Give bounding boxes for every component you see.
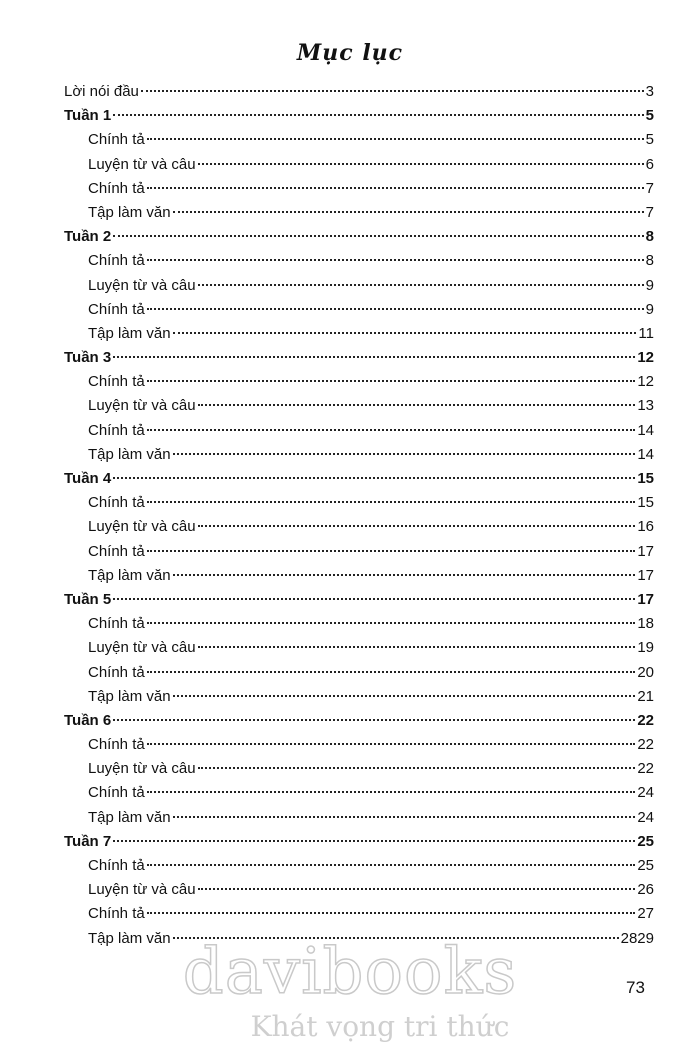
dot-leader <box>173 453 636 455</box>
toc-entry-page: 17 <box>637 542 654 560</box>
toc-entry-label: Tuần 4 <box>64 470 112 487</box>
toc-entry-page: 11 <box>638 324 654 342</box>
toc-entry-label: Chính tả <box>88 373 145 391</box>
toc-entry <box>64 346 654 370</box>
dot-leader <box>198 404 636 406</box>
toc-entry <box>64 274 654 298</box>
toc-entry-label: Tập làm văn <box>88 687 171 705</box>
dot-leader <box>198 163 644 165</box>
toc-entry <box>64 419 654 443</box>
toc-entry-label: Tuần 1 <box>64 107 112 125</box>
toc-entry <box>64 515 654 539</box>
toc-entry-page: 15 <box>637 470 654 487</box>
toc-entry-label: Tập làm văn <box>88 808 171 826</box>
toc-entry <box>64 709 654 733</box>
page-title: Mục lục <box>296 40 404 66</box>
toc-entry <box>64 540 654 564</box>
toc-entry <box>64 177 654 201</box>
dot-leader <box>147 622 636 624</box>
toc-entry-label: Tập làm văn <box>88 929 171 947</box>
table-of-contents <box>64 80 654 951</box>
toc-entry-label: Lời nói đầu <box>64 83 139 100</box>
dot-leader <box>147 380 636 382</box>
toc-entry-label: Luyện từ và câu <box>88 639 196 657</box>
toc-entry-label: Chính tả <box>88 542 145 560</box>
toc-entry-page: 22 <box>637 711 654 729</box>
toc-entry-label: Luyện từ và câu <box>88 397 196 415</box>
toc-entry-label: Luyện từ và câu <box>88 276 196 294</box>
dot-leader <box>198 525 636 527</box>
dot-leader <box>147 743 636 745</box>
page-number: 73 <box>626 978 645 997</box>
toc-entry-page: 12 <box>637 349 654 367</box>
toc-entry <box>64 322 654 346</box>
toc-entry-label: Chính tả <box>88 179 145 197</box>
dot-leader <box>198 284 644 286</box>
toc-entry <box>64 733 654 757</box>
dot-leader <box>147 550 636 552</box>
toc-entry-page: 3 <box>645 83 654 100</box>
toc-entry-label: Tuần 5 <box>64 590 112 608</box>
toc-entry-page: 7 <box>645 203 654 221</box>
toc-entry-page: 8 <box>645 228 654 246</box>
toc-entry-label: Tuần 7 <box>64 832 112 850</box>
toc-entry <box>64 781 654 805</box>
dot-leader <box>173 816 636 818</box>
dot-leader <box>147 187 644 189</box>
dot-leader <box>113 477 635 479</box>
dot-leader <box>113 356 635 358</box>
dot-leader <box>113 235 643 237</box>
dot-leader <box>147 501 636 503</box>
toc-entry-label: Chính tả <box>88 857 145 874</box>
toc-entry-label: Chính tả <box>88 494 145 512</box>
dot-leader <box>147 138 644 140</box>
toc-entry-page: 6 <box>645 155 654 173</box>
toc-entry-label: Luyện từ và câu <box>88 881 196 899</box>
toc-entry-label: Tuần 6 <box>64 711 112 729</box>
toc-entry-page: 26 <box>637 881 654 899</box>
dot-leader <box>147 429 636 431</box>
toc-entry <box>64 830 654 854</box>
toc-entry-label: Chính tả <box>88 736 145 754</box>
dot-leader <box>147 259 644 261</box>
toc-entry-page: 17 <box>637 566 654 584</box>
toc-entry-label: Tập làm văn <box>88 566 171 584</box>
toc-entry-page: 9 <box>645 276 654 294</box>
toc-entry <box>64 370 654 394</box>
toc-entry <box>64 588 654 612</box>
toc-entry <box>64 225 654 249</box>
dot-leader <box>147 671 636 673</box>
dot-leader <box>173 695 636 697</box>
dot-leader <box>173 574 636 576</box>
toc-entry <box>64 104 654 128</box>
toc-entry-page: 15 <box>637 494 654 512</box>
toc-entry <box>64 564 654 588</box>
toc-entry-label: Tuần 3 <box>64 349 112 367</box>
dot-leader <box>113 840 635 842</box>
toc-entry-label: Tuần 2 <box>64 228 112 246</box>
toc-entry <box>64 443 654 467</box>
toc-entry-page: 5 <box>645 131 654 149</box>
dot-leader <box>141 90 644 92</box>
toc-entry-page: 18 <box>637 615 654 633</box>
dot-leader <box>147 912 636 914</box>
toc-entry <box>64 854 654 878</box>
dot-leader <box>198 767 636 769</box>
toc-entry <box>64 467 654 491</box>
toc-entry <box>64 902 654 926</box>
toc-entry-label: Chính tả <box>88 663 145 681</box>
toc-entry <box>64 491 654 515</box>
toc-entry <box>64 80 654 104</box>
toc-entry-page: 21 <box>637 687 654 705</box>
toc-entry <box>64 298 654 322</box>
dot-leader <box>173 211 644 213</box>
dot-leader <box>198 888 636 890</box>
toc-entry-page: 7 <box>645 179 654 197</box>
dot-leader <box>113 114 643 116</box>
dot-leader <box>113 598 635 600</box>
toc-entry-page: 24 <box>637 784 654 802</box>
toc-entry-page: 8 <box>645 252 654 270</box>
toc-entry <box>64 153 654 177</box>
toc-entry-label: Luyện từ và câu <box>88 760 196 778</box>
toc-entry <box>64 685 654 709</box>
dot-leader <box>147 308 644 310</box>
toc-entry-label: Chính tả <box>88 421 145 439</box>
toc-entry <box>64 394 654 418</box>
toc-entry-page: 12 <box>637 373 654 391</box>
dot-leader <box>147 791 636 793</box>
toc-entry-label: Chính tả <box>88 615 145 633</box>
toc-entry-page: 22 <box>637 760 654 778</box>
toc-entry-page: 5 <box>645 107 654 125</box>
toc-entry-page: 27 <box>637 905 654 923</box>
dot-leader <box>198 646 636 648</box>
toc-entry-page: 14 <box>637 445 654 463</box>
toc-entry <box>64 201 654 225</box>
toc-entry <box>64 612 654 636</box>
toc-entry-label: Luyện từ và câu <box>88 518 196 536</box>
toc-entry <box>64 757 654 781</box>
toc-entry-page: 9 <box>645 300 654 318</box>
toc-entry-label: Chính tả <box>88 252 145 270</box>
toc-entry-page: 20 <box>637 663 654 681</box>
toc-entry-label: Chính tả <box>88 905 145 923</box>
toc-entry <box>64 636 654 660</box>
watermark-logo: davibooks <box>182 935 518 1009</box>
toc-entry <box>64 806 654 830</box>
toc-entry-label: Tập làm văn <box>88 445 171 463</box>
toc-entry-page: 17 <box>637 590 654 608</box>
toc-entry-page: 13 <box>637 397 654 415</box>
toc-entry-label: Tập làm văn <box>88 324 171 342</box>
toc-entry-page: 25 <box>637 857 654 874</box>
dot-leader <box>147 864 636 866</box>
toc-entry-page: 19 <box>637 639 654 657</box>
toc-entry <box>64 249 654 273</box>
toc-entry-page: 25 <box>637 832 654 850</box>
toc-entry-label: Chính tả <box>88 131 145 149</box>
toc-entry-label: Tập làm văn <box>88 203 171 221</box>
toc-entry-label: Chính tả <box>88 784 145 802</box>
watermark-tagline: Khát vọng tri thức <box>250 1010 510 1043</box>
toc-entry <box>64 661 654 685</box>
dot-leader <box>113 719 635 721</box>
toc-entry-page: 24 <box>637 808 654 826</box>
toc-entry-page: 22 <box>637 736 654 754</box>
toc-entry-page: 16 <box>637 518 654 536</box>
toc-entry-page: 14 <box>637 421 654 439</box>
toc-entry-label: Luyện từ và câu <box>88 155 196 173</box>
toc-entry <box>64 878 654 902</box>
toc-entry-label: Chính tả <box>88 300 145 318</box>
dot-leader <box>173 332 637 334</box>
toc-entry-page: 2829 <box>620 929 654 947</box>
toc-entry <box>64 128 654 152</box>
